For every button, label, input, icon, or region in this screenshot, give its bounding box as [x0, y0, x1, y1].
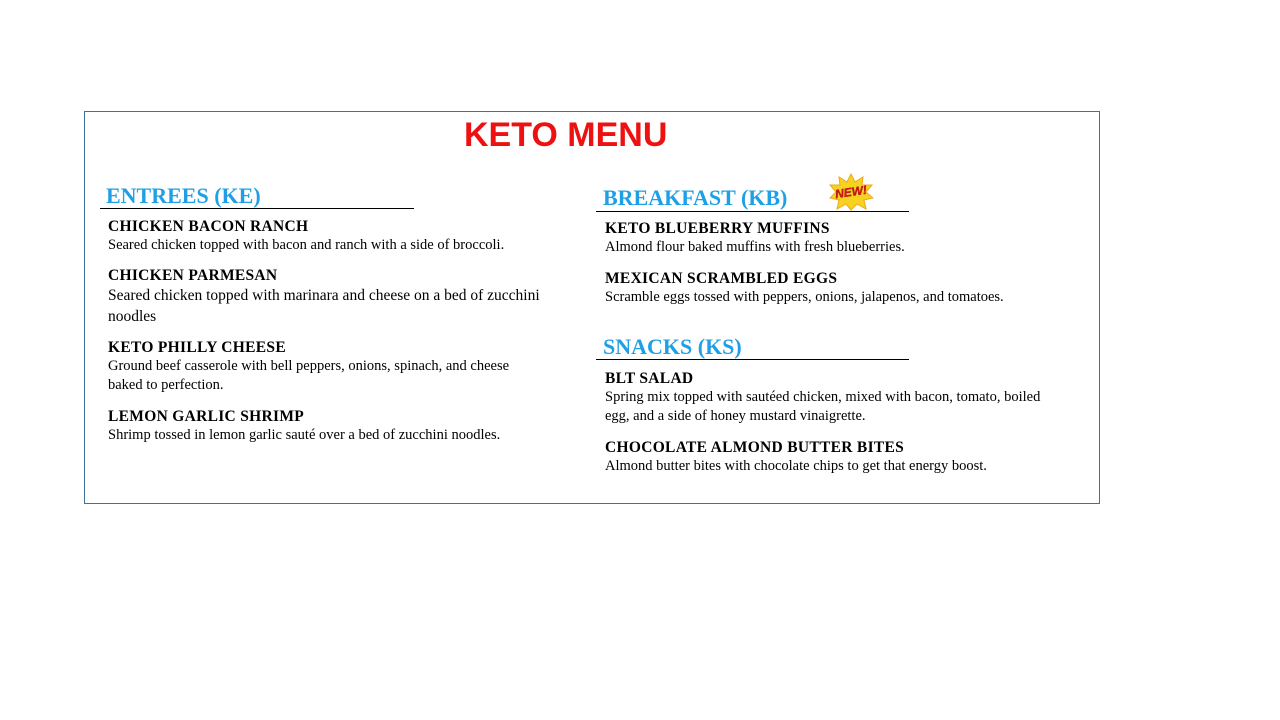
- item-description: Ground beef casserole with bell peppers, onions, spinach, and cheese baked to perfection.: [108, 358, 510, 393]
- item-name: LEMON GARLIC SHRIMP: [108, 408, 305, 425]
- item-name: CHOCOLATE ALMOND BUTTER BITES: [605, 439, 905, 456]
- item-name: CHICKEN PARMESAN: [108, 267, 278, 284]
- item-name: CHICKEN BACON RANCH: [108, 218, 309, 235]
- menu-item-lemon-garlic-shrimp: [108, 407, 558, 445]
- item-name: KETO BLUEBERRY MUFFINS: [605, 220, 830, 237]
- menu-title: KETO MENU: [464, 116, 668, 154]
- new-burst-icon: [828, 173, 874, 211]
- menu-item-keto-philly-cheese: [108, 338, 523, 395]
- menu-item-blt-salad: [605, 369, 1055, 426]
- item-description: Almond butter bites with chocolate chips to get that energy boost.: [605, 458, 987, 474]
- entrees-heading-rule: [100, 208, 414, 209]
- item-name: KETO PHILLY CHEESE: [108, 339, 286, 356]
- breakfast-heading-rule: [596, 211, 909, 212]
- item-description: Almond flour baked muffins with fresh blueberries.: [605, 239, 905, 255]
- snacks-heading-rule: [596, 359, 909, 360]
- snacks-heading: SNACKS (KS): [603, 334, 742, 359]
- badge-text: NEW!: [834, 182, 868, 202]
- menu-item-chicken-bacon-ranch: [108, 217, 558, 255]
- item-description: Seared chicken topped with bacon and ranch with a side of broccoli.: [108, 237, 505, 253]
- item-description: Spring mix topped with sautéed chicken, mixed with bacon, tomato, boiled egg, and a side of honey mustard vinaigrette.: [605, 389, 1041, 424]
- breakfast-heading: BREAKFAST (KB): [603, 185, 788, 210]
- item-name: MEXICAN SCRAMBLED EGGS: [605, 270, 838, 287]
- item-description: Seared chicken topped with marinara and cheese on a bed of zucchini noodles: [108, 287, 540, 325]
- menu-item-chicken-parmesan: [108, 266, 548, 327]
- entrees-heading: ENTREES (KE): [106, 183, 261, 208]
- item-description: Shrimp tossed in lemon garlic sauté over a bed of zucchini noodles.: [108, 427, 501, 443]
- item-name: BLT SALAD: [605, 370, 694, 387]
- menu-item-chocolate-almond-butter-bites: [605, 438, 1075, 476]
- menu-item-keto-blueberry-muffins: [605, 219, 1075, 257]
- item-description: Scramble eggs tossed with peppers, onions, jalapenos, and tomatoes.: [605, 289, 1004, 305]
- menu-item-mexican-scrambled-eggs: [605, 269, 1075, 307]
